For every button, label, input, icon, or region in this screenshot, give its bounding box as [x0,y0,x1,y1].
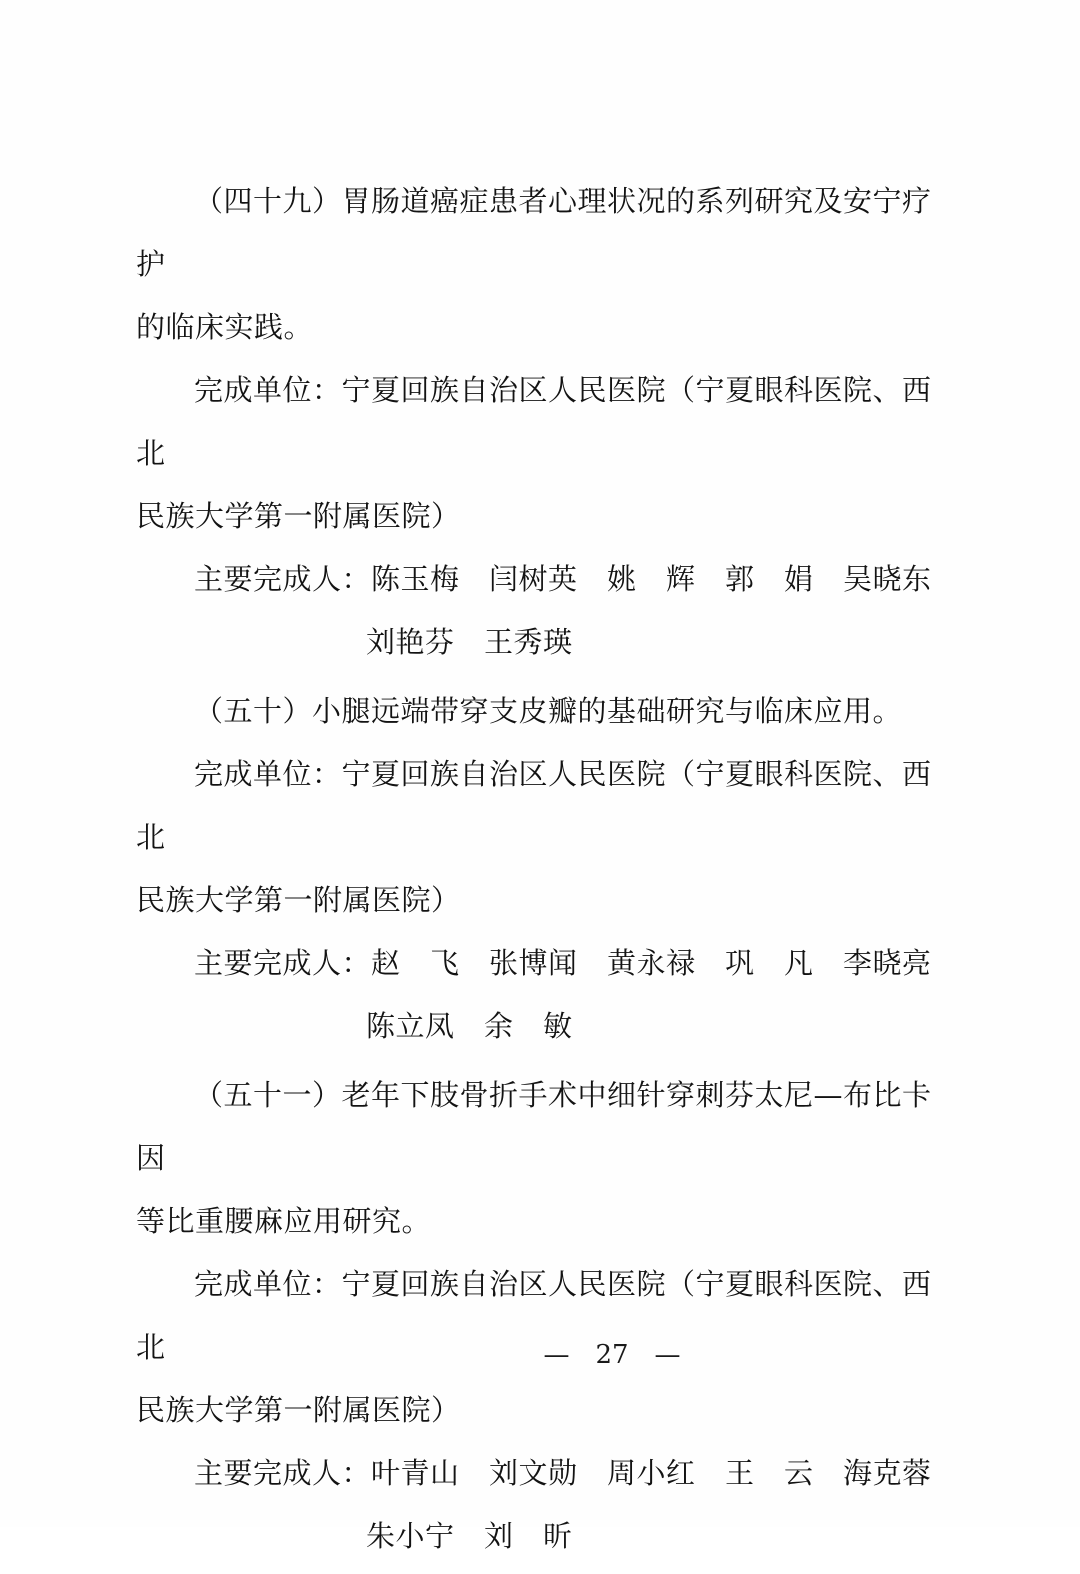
footer-dash-left: — [543,1340,570,1370]
completing-unit-line-1: 完成单位：宁夏回族自治区人民医院（宁夏眼科医院、西北 [136,373,932,470]
award-entry [136,1064,944,1568]
footer-dash-right: — [654,1340,681,1370]
main-contributors-line-1: 主要完成人：陈玉梅 闫树英 姚 辉 郭 娟 吴晓东 [194,562,932,596]
completing-unit-line-1: 完成单位：宁夏回族自治区人民医院（宁夏眼科医院、西北 [136,757,932,854]
main-contributors-line-2: 刘艳芬 王秀瑛 [366,625,573,659]
main-contributors-line-2: 朱小宁 刘 昕 [366,1519,573,1553]
main-contributors-line-1: 主要完成人：赵 飞 张博闻 黄永禄 巩 凡 李晓亮 [194,946,932,980]
award-entry [136,170,944,674]
completing-unit-line-2: 民族大学第一附属医院） [136,1393,461,1427]
entry-title-continued: 的临床实践。 [136,310,314,344]
award-entry [136,680,944,1058]
main-contributors-line-1: 主要完成人：叶青山 刘文勋 周小红 王 云 海克蓉 [194,1456,932,1490]
entry-title: （五十一）老年下肢骨折手术中细针穿刺芬太尼—布比卡因 [136,1078,932,1175]
entry-title-continued: 等比重腰麻应用研究。 [136,1204,432,1238]
completing-unit-line-2: 民族大学第一附属医院） [136,883,461,917]
completing-unit-line-1: 完成单位：宁夏回族自治区人民医院（宁夏眼科医院、西北 [136,1267,932,1364]
main-contributors-line-2: 陈立凤 余 敏 [366,1009,573,1043]
completing-unit-line-2: 民族大学第一附属医院） [136,499,461,533]
page-footer [0,1340,1080,1370]
entry-title: （五十）小腿远端带穿支皮瓣的基础研究与临床应用。 [194,694,903,728]
entry-title: （四十九）胃肠道癌症患者心理状况的系列研究及安宁疗护 [136,184,932,281]
page-number: 27 [595,1340,629,1370]
